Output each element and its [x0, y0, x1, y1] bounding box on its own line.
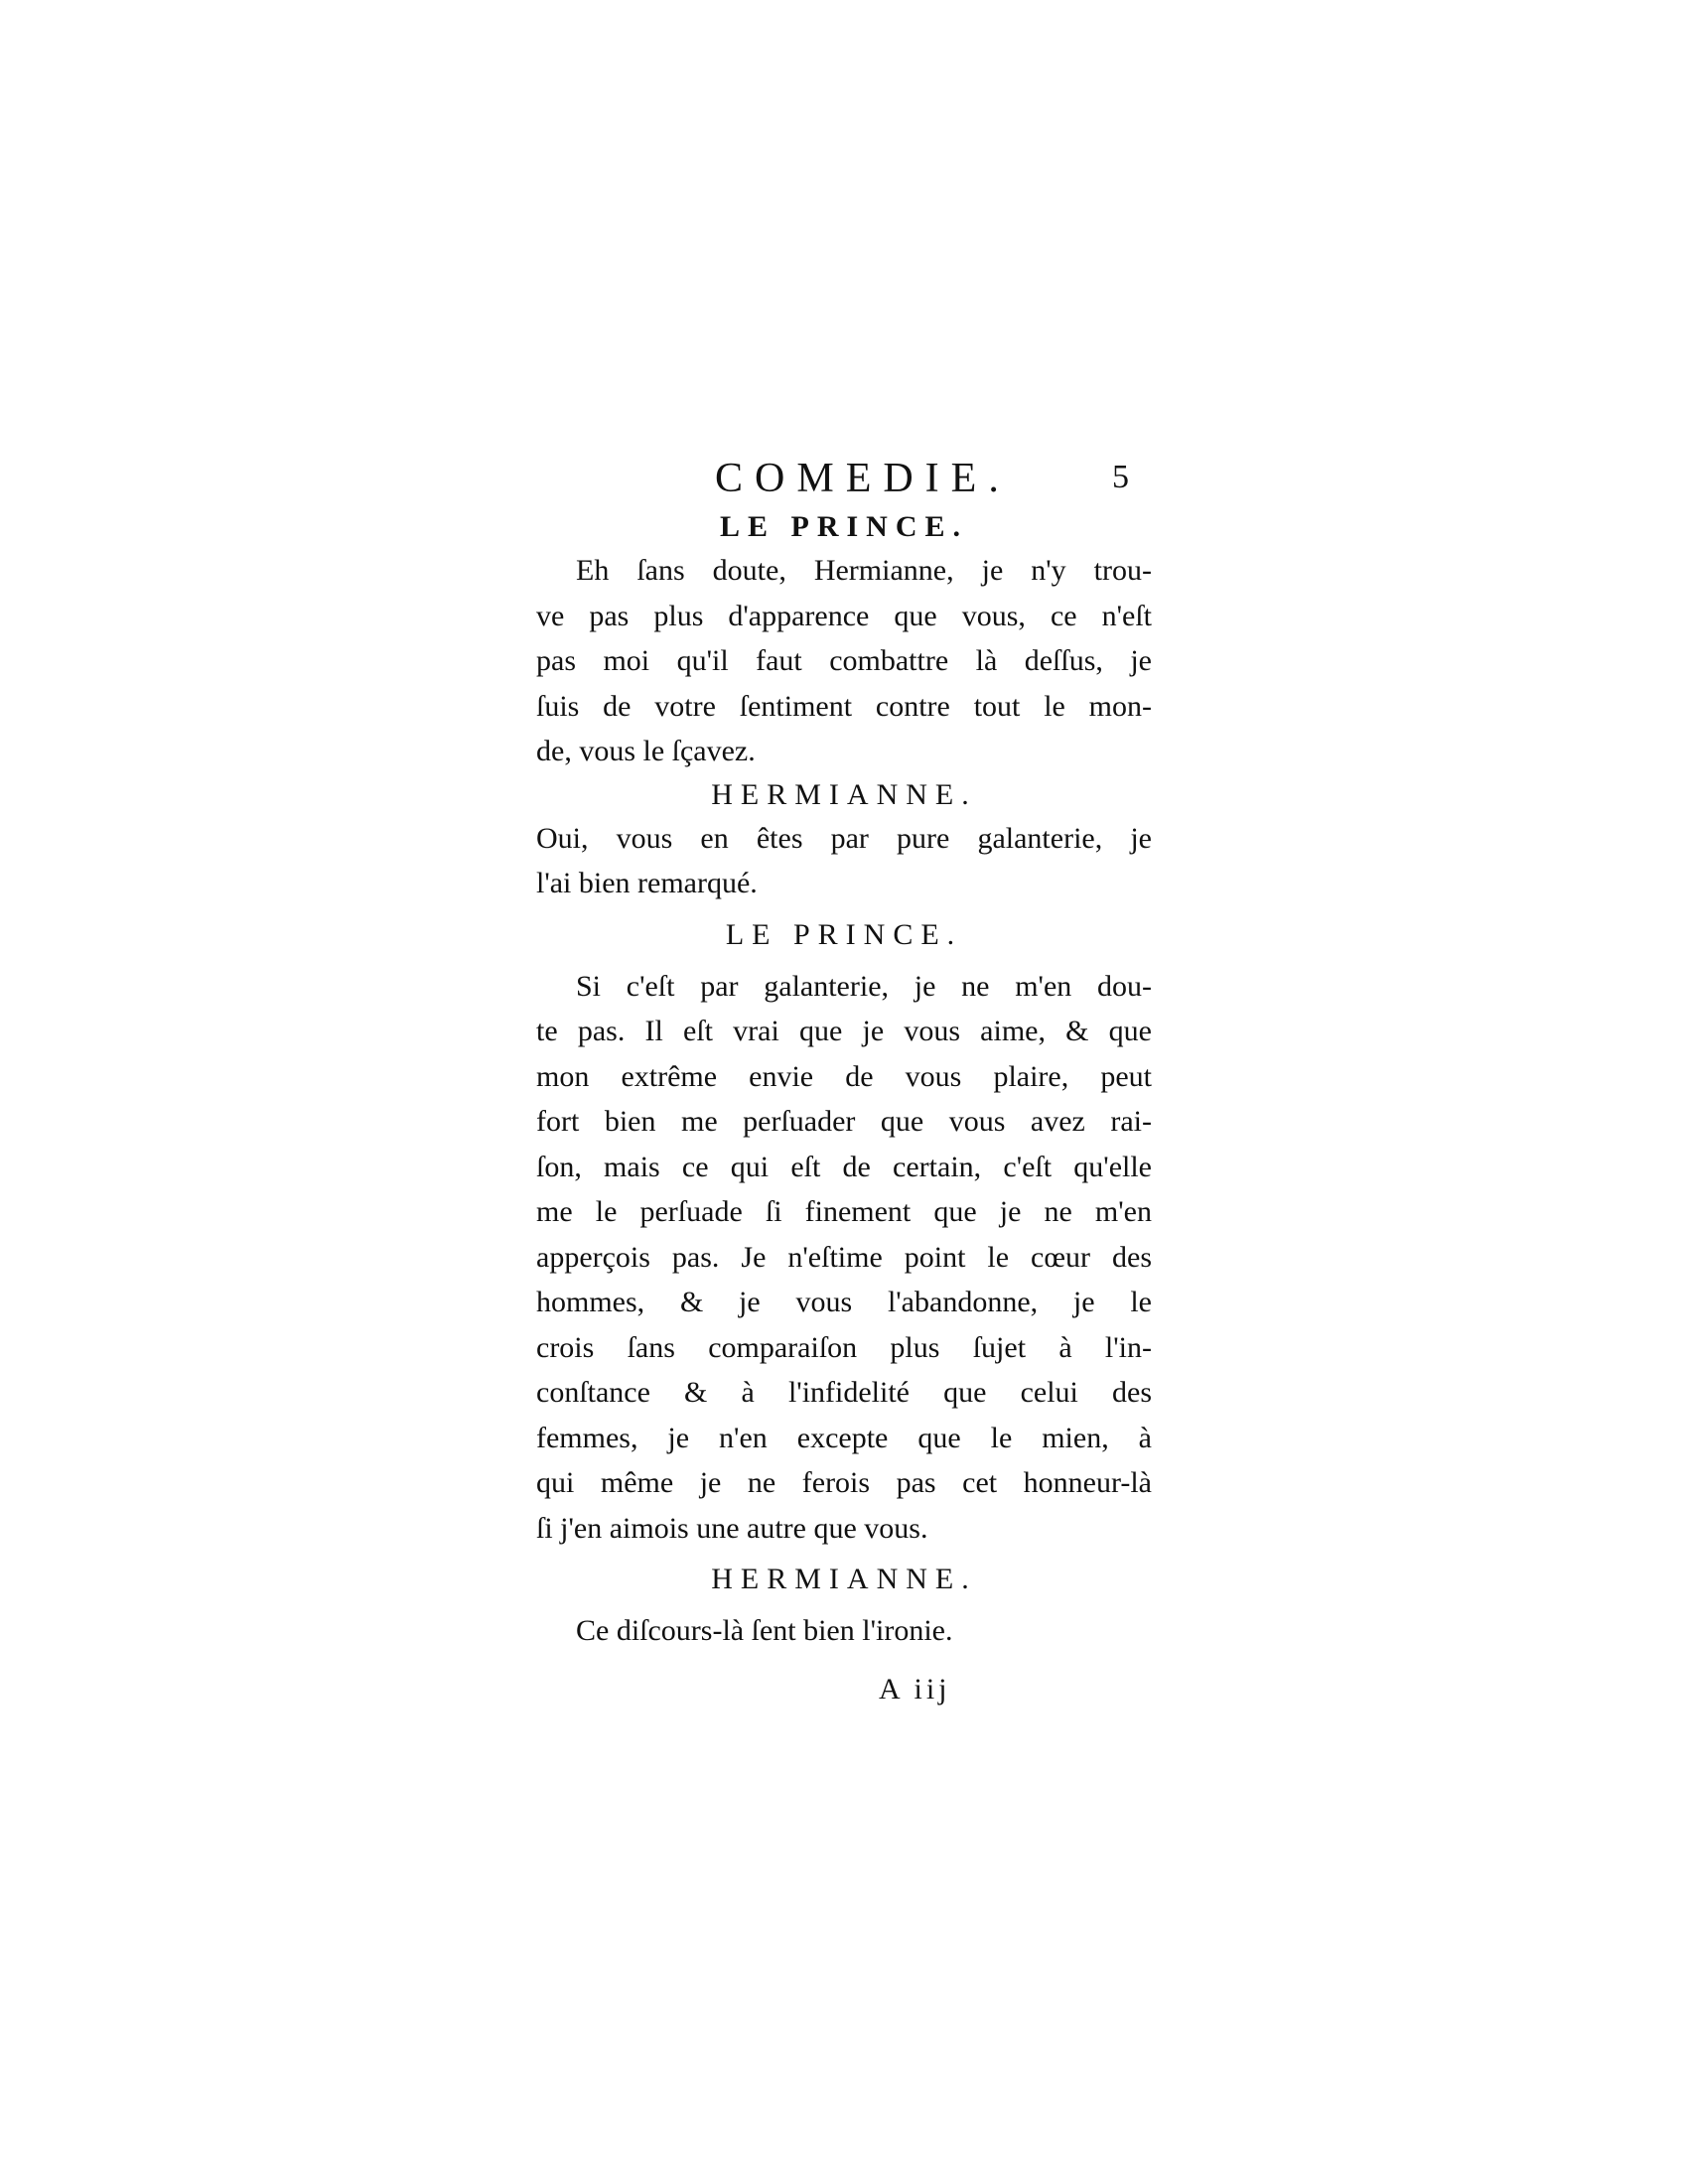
text-line: Oui, vous en êtes par pure galanterie, je — [536, 821, 1152, 855]
text-line: l'ai bien remarqué. — [536, 867, 758, 899]
speech-paragraph — [536, 816, 1152, 906]
text-line: me le perſuade ſi finement que je ne m'en — [536, 1195, 1152, 1228]
text-line: de, vous le ſçavez. — [536, 735, 756, 767]
text-line: Si c'eſt par galanterie, je ne m'en dou- — [576, 969, 1152, 1003]
text-line: femmes, je n'en excepte que le mien, à — [536, 1421, 1152, 1454]
speaker-name: HERMIANNE. — [711, 1563, 977, 1595]
text-line: ſi j'en aimois une autre que vous. — [536, 1511, 928, 1545]
text-line: pas moi qu'il faut combattre là deſſus, je — [536, 644, 1152, 677]
speech-paragraph — [536, 964, 1152, 1552]
speaker-name: LE PRINCE. — [719, 510, 969, 543]
speech-paragraph: Ce diſcours-là ſent bien l'ironie. — [576, 1614, 953, 1647]
text-line: conſtance & à l'infidelité que celui des — [536, 1376, 1152, 1409]
text-line: Eh ſans doute, Hermianne, je n'y trou- — [576, 554, 1152, 587]
page-number: 5 — [1112, 459, 1129, 495]
speech-paragraph — [536, 548, 1152, 774]
text-line: te pas. Il eſt vrai que je vous aime, & que — [536, 1015, 1152, 1047]
speaker-name: LE PRINCE. — [725, 917, 963, 951]
page-text-block — [536, 437, 1152, 1653]
text-line: ve pas plus d'apparence que vous, ce n'eſt — [536, 599, 1152, 632]
text-line: apperçois pas. Je n'eſtime point le cœur des — [536, 1240, 1152, 1274]
speaker-name: HERMIANNE. — [711, 777, 977, 811]
running-head — [536, 437, 1152, 514]
text-line: ſon, mais ce qui eſt de certain, c'eſt qu'elle — [536, 1150, 1152, 1183]
text-line: crois ſans comparaiſon plus ſujet à l'in- — [536, 1330, 1152, 1364]
signature-mark: A iij — [879, 1673, 951, 1706]
text-line: mon extrême envie de vous plaire, peut — [536, 1059, 1152, 1093]
text-line: ſuis de votre ſentiment contre tout le mon- — [536, 689, 1152, 723]
running-title: COMEDIE. — [715, 456, 1011, 501]
text-line: hommes, & je vous l'abandonne, je le — [536, 1286, 1152, 1318]
text-line: qui même je ne ferois pas cet honneur-là — [536, 1466, 1152, 1499]
text-line: fort bien me perſuader que vous avez rai- — [536, 1105, 1152, 1138]
